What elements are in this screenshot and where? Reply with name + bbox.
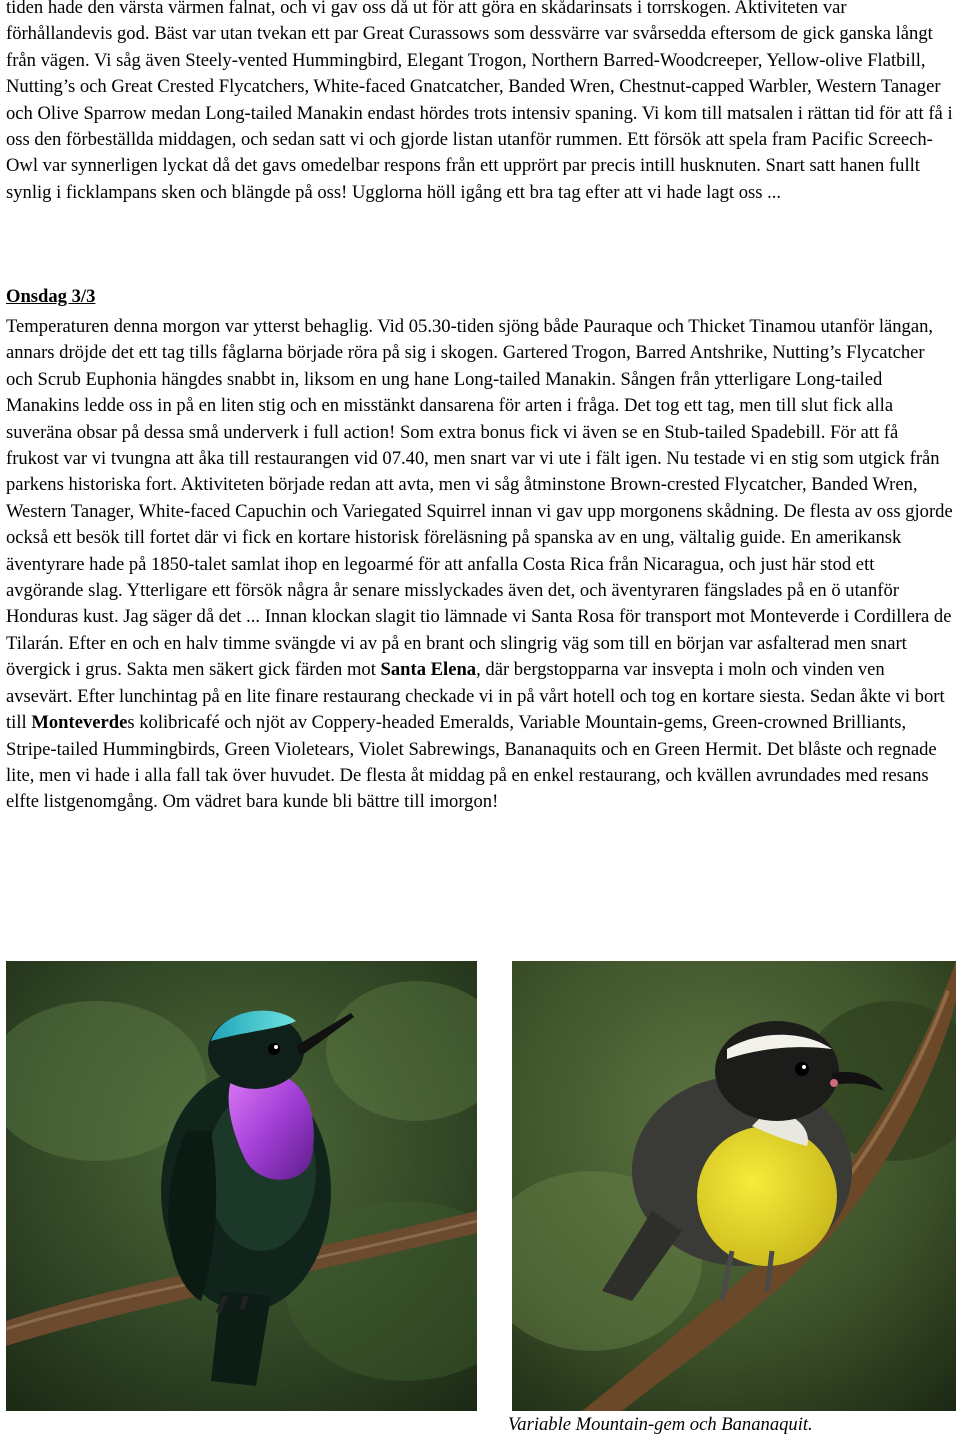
place-name: Santa Elena [380, 659, 477, 681]
hummingbird-photo [6, 961, 477, 1411]
photo-caption: Variable Mountain-gem och Bananaquit. [508, 1414, 813, 1435]
bananaquit-photo [512, 961, 956, 1411]
paragraph-text: , där bergstopparna var insvepta i moln och vinden ven avsevärt. Efter lunchintag på en lite finare restaurang checkade vi in på vårt hotell och tog en kortare siesta. Sedan åkte vi bort till [6, 659, 945, 734]
hummingbird-icon [6, 961, 477, 1411]
place-name: Monteverde [31, 712, 128, 734]
paragraph-evening: tiden hade den värsta värmen falnat, och vi gav oss då ut för att göra en skådarinsats i torrskogen. Aktiviteten var förhållandevis god. Bäst var utan tvekan ett par Great Curassows som dessvärre var svårsedda eftersom de gick ganska långt från vägen. Vi såg även Steely-vented Hummingbird, Elegant Trogon, Northern Barred-Woodcreeper, Yellow-olive Flatbill, Nutting’s och Great Crested Flycatchers, White-faced Gnatcatcher, Banded Wren, Chestnut-capped Warbler, Western Tanager och Olive Sparrow medan Long-tailed Manakin endast hördes trots intensiv spaning. Vi kom till matsalen i rättan tid för att få i oss den förbeställda middagen, och sedan satt vi och gjorde listan utanför rummen. Ett försök att spela fram Pacific Screech-Owl var synnerligen lyckat då det gavs omedelbar respons från ett upprört par precis intill husknuten. Snart satt hanen fullt synlig i ficklampans sken och blängde på oss! Ugglorna höll igång ett bra tag efter att vi hade lagt oss ... [6, 0, 953, 203]
paragraph-text: s kolibricafé och njöt av Coppery-headed Emeralds, Variable Mountain-gems, Green-crowned Brilliants, Stripe-tailed Hummingbirds, Green Violetears, Violet Sabrewings, Bananaquits och en Green Hermit. Det blåste och regnade lite, men vi hade i alla fall tak över huvudet. De flesta åt middag på en enkel restaurang, och kvällen avrundades med resans elfte listgenomgång. Om vädret bara kunde bli bättre till imorgon! [6, 712, 937, 813]
paragraph-wednesday [6, 314, 954, 816]
day-heading: Onsdag 3/3 [6, 286, 96, 307]
bananaquit-icon [512, 961, 956, 1411]
paragraph-text: Temperaturen denna morgon var ytterst behaglig. Vid 05.30-tiden sjöng både Pauraque och Thicket Tinamou utanför längan, annars dröjde det ett tag tills fåglarna började röra på sig i skogen. Gartered Trogon, Barred Antshrike, Nutting’s Flycatcher och Scrub Euphonia hängdes snabbt in, liksom en ung hane Long-tailed Manakin. Sången från ytterligare Long-tailed Manakins ledde oss in på en liten stig och en misstänkt dansarena för arten i fråga. Det tog ett tag, men till slut fick alla suveräna obsar på dessa små underverk i full action! Som extra bonus fick vi även se en Stub-tailed Spadebill. För att få frukost var vi tvungna att åka till restaurangen vid 07.40, men snart var vi ute i fält igen. Nu testade vi en stig som utgick från parkens historiska fort. Aktiviteten började redan att avta, men vi såg åtminstone Brown-crested Flycatcher, Banded Wren, Western Tanager, White-faced Capuchin och Variegated Squirrel innan vi gav upp morgonens skådning. De flesta av oss gjorde också ett besök till fortet där vi fick en kortare historisk föreläsning på spanska av en ung, vältalig guide. En amerikansk äventyrare hade på 1850-talet samlat ihop en legoarmé för att anfalla Costa Rica från Nicaragua, och just här stod ett avgörande slag. Ytterligare ett försök några år senare misslyckades även det, och äventyraren fängslades på en ö utanför Honduras kust. Jag säger då det ... Innan klockan slagit tio lämnade vi Santa Rosa för transport mot Monteverde i Cordillera de Tilarán. Efter en och en halv timme svängde vi av på en brant och slingrig väg som till en början var asfalterad men snart övergick i grus. Sakta men säkert gick färden mot [6, 316, 953, 681]
